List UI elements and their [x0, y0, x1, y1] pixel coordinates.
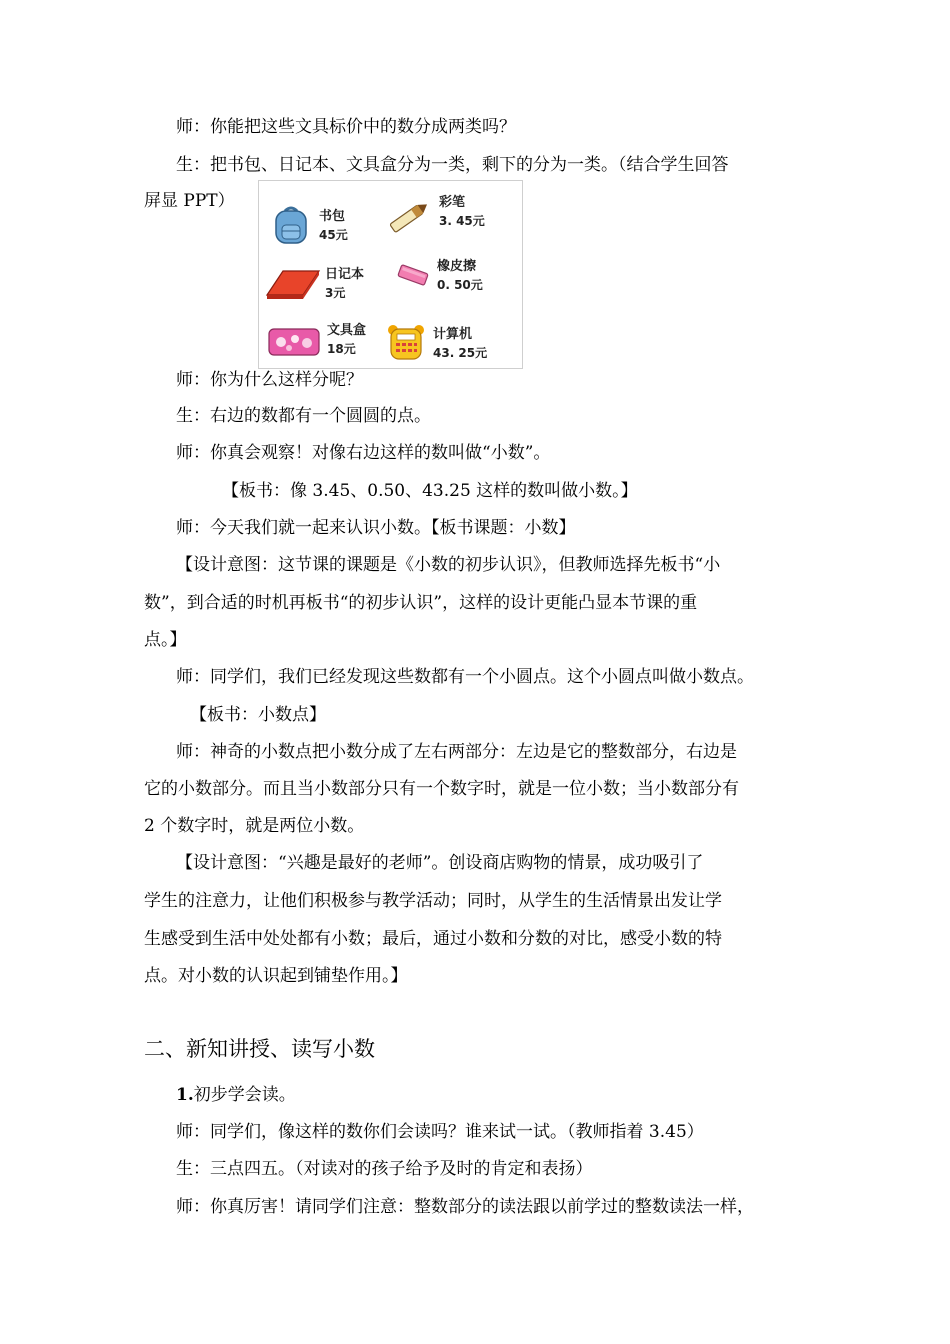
- text-line: 点。对小数的认识起到铺垫作用。】: [144, 966, 408, 986]
- item-name: 橡皮擦: [437, 259, 477, 274]
- text-line: 生：把书包、日记本、文具盒分为一类，剩下的分为一类。（结合学生回答: [176, 155, 729, 175]
- text-line: 它的小数部分。而且当小数部分只有一个数字时，就是一位小数；当小数部分有: [144, 779, 739, 799]
- item-price: 18元: [327, 342, 356, 356]
- text-line: 2 个数字时，就是两位小数。: [144, 816, 365, 836]
- backpack-icon: [273, 205, 309, 245]
- text-line: 屏显 PPT）: [144, 191, 235, 211]
- text-line: 师：同学们，我们已经发现这些数都有一个小圆点。这个小圆点叫做小数点。: [176, 667, 754, 687]
- item-price: 3. 45元: [439, 214, 485, 228]
- text-line: 数”，到合适的时机再板书“的初步认识”，这样的设计更能凸显本节课的重: [144, 593, 698, 613]
- text-line: 师：你为什么这样分呢？: [176, 370, 363, 390]
- diary-book-icon: [263, 265, 321, 301]
- item-name: 彩笔: [439, 195, 466, 210]
- item-price: 3元: [325, 286, 346, 300]
- text-line: 师：同学们，像这样的数你们会读吗？谁来试一试。（教师指着 3.45）: [176, 1122, 704, 1142]
- text-line: 生：三点四五。（对读对的孩子给予及时的肯定和表扬）: [176, 1159, 593, 1179]
- text-line: 【板书：像 3.45、0.50、43.25 这样的数叫做小数。】: [222, 481, 638, 501]
- item-name: 计算机: [433, 327, 473, 342]
- item-name: 书包: [319, 209, 346, 224]
- text-line: 【设计意图：“兴趣是最好的老师”。创设商店购物的情景，成功吸引了: [176, 853, 704, 873]
- step-title: 初步学会读。: [193, 1085, 296, 1105]
- text-line: 点。】: [144, 630, 187, 650]
- item-price: 43. 25元: [433, 346, 488, 360]
- text-line: 师：你真会观察！对像右边这样的数叫做“小数”。: [176, 443, 551, 463]
- text-line: 学生的注意力，让他们积极参与教学活动；同时，从学生的生活情景出发让学: [144, 891, 722, 911]
- text-line: 师：今天我们就一起来认识小数。【板书课题：小数】: [176, 518, 576, 538]
- stationery-price-panel: [258, 180, 523, 369]
- eraser-icon: [395, 261, 431, 289]
- pencil-case-icon: [267, 323, 321, 359]
- item-name: 文具盒: [327, 323, 367, 338]
- marker-pen-icon: [385, 197, 433, 237]
- calculator-icon: [387, 321, 425, 361]
- text-line: 师：你能把这些文具标价中的数分成两类吗？: [176, 117, 516, 137]
- text-line: 生：右边的数都有一个圆圆的点。: [176, 406, 431, 426]
- text-line: 【板书：小数点】: [190, 705, 326, 725]
- item-name: 日记本: [325, 267, 365, 282]
- text-line: 【设计意图：这节课的课题是《小数的初步认识》，但教师选择先板书“小: [176, 555, 721, 575]
- item-price: 0. 50元: [437, 278, 483, 292]
- section-heading: 二、新知讲授、读写小数: [144, 1037, 375, 1061]
- step-number: 1.: [176, 1085, 194, 1105]
- text-line: 生感受到生活中处处都有小数；最后，通过小数和分数的对比，感受小数的特: [144, 929, 722, 949]
- text-line: 师：你真厉害！请同学们注意：整数部分的读法跟以前学过的整数读法一样，: [176, 1197, 754, 1217]
- text-line: [176, 1084, 296, 1106]
- text-line: 师：神奇的小数点把小数分成了左右两部分：左边是它的整数部分，右边是: [176, 742, 737, 762]
- item-price: 45元: [319, 228, 348, 242]
